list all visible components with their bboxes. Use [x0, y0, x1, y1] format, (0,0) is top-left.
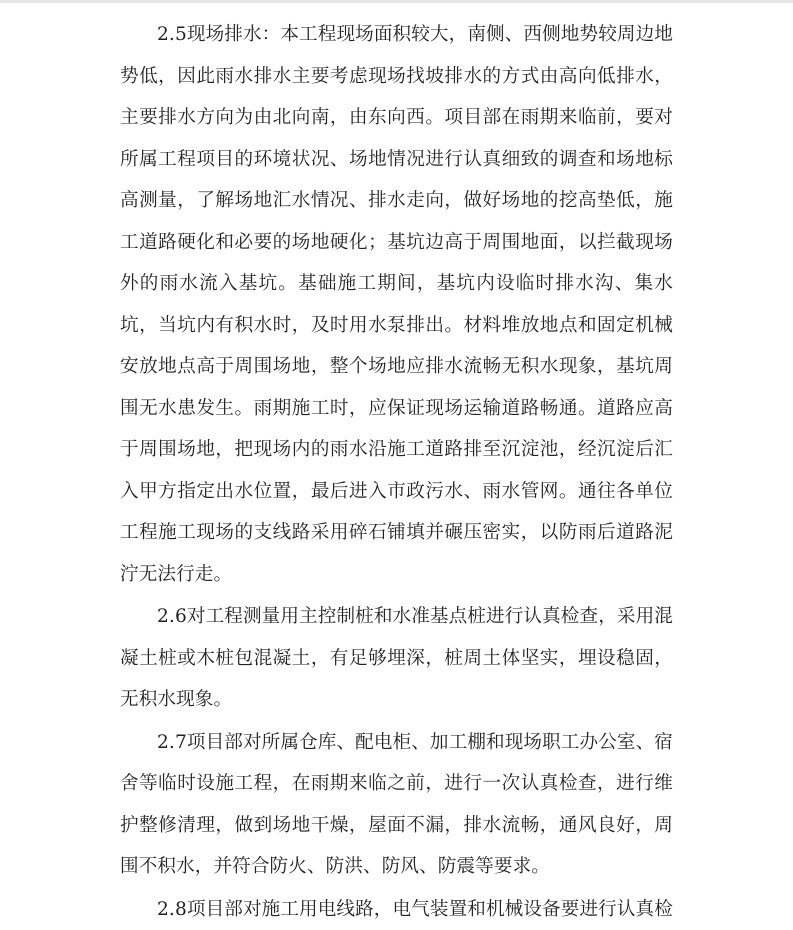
paragraph-2-7-temporary-facilities: 2.7项目部对所属仓库、配电柜、加工棚和现场职工办公室、宿舍等临时设施工程，在雨期来临之前，进行一次认真检查，进行维护整修清理，做到场地干燥，屋面不漏，排水流畅，通风良好，周围不积水，并符合防火、防洪、防风、防震等要求。: [120, 722, 673, 888]
paragraph-2-8-electrical-lines: 2.8项目部对施工用电线路，电气装置和机械设备要进行认真检: [120, 889, 673, 930]
paragraph-2-6-survey-control-piles: 2.6对工程测量用主控制桩和水准基点桩进行认真检查，采用混凝土桩或木桩包混凝土，有足够埋深，桩周土体坚实，埋设稳固，无积水现象。: [120, 596, 673, 721]
paragraph-2-5-site-drainage: 2.5现场排水：本工程现场面积较大，南侧、西侧地势较周边地势低，因此雨水排水主要考虑现场找坡排水的方式由高向低排水，主要排水方向为由北向南，由东向西。项目部在雨期来临前，要对所属工程项目的环境状况、场地情况进行认真细致的调查和场地标高测量，了解场地汇水情况、排水走向，做好场地的挖高垫低，施工道路硬化和必要的场地硬化；基坑边高于周围地面，以拦截现场外的雨水流入基坑。基础施工期间，基坑内设临时排水沟、集水坑，当坑内有积水时，及时用水泵排出。材料堆放地点和固定机械安放地点高于周围场地，整个场地应排水流畅无积水现象，基坑周围无水患发生。雨期施工时，应保证现场运输道路畅通。道路应高于周围场地，把现场内的雨水沿施工道路排至沉淀池，经沉淀后汇入甲方指定出水位置，最后进入市政污水、雨水管网。通往各单位工程施工现场的支线路采用碎石铺填并碾压密实，以防雨后道路泥泞无法行走。: [120, 14, 673, 595]
